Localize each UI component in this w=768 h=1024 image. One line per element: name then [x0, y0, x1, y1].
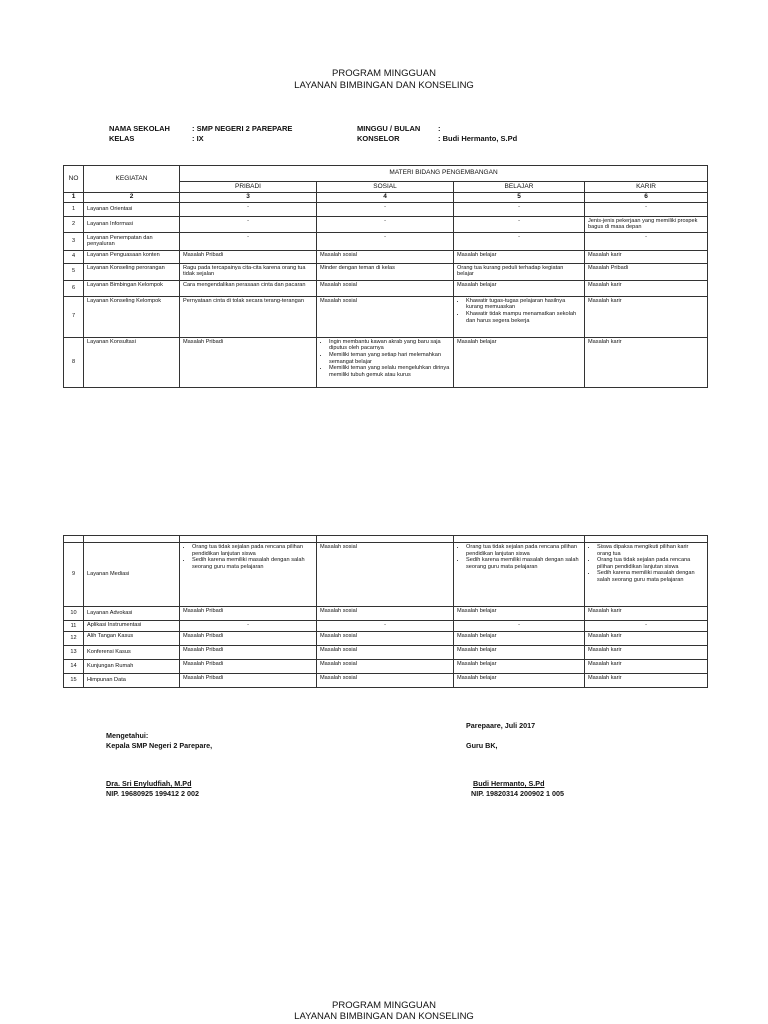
cell-belajar: -	[454, 216, 585, 232]
cell-belajar: Orang tua kurang peduli terhadap kegiatan belajar	[454, 263, 585, 280]
cell-karir: -	[585, 202, 708, 216]
week-value: :	[438, 124, 441, 133]
table-row	[64, 337, 708, 387]
bullet-item: • Memiliki teman yang selalu mengeluhkan dirinya memiliki tubuh gemuk atau kurus	[329, 365, 450, 378]
cell-karir: -	[585, 232, 708, 250]
cell-sosial: Masalah sosial	[317, 660, 454, 674]
cell-sosial	[317, 337, 454, 387]
bullet-item: • Ingin membantu kawan akrab yang baru saja diputus oleh pacarnya	[329, 339, 450, 352]
school-label: NAMA SEKOLAH	[109, 124, 170, 133]
cell-pribadi: -	[180, 621, 317, 632]
empty-cell	[317, 536, 454, 543]
cell-karir	[585, 543, 708, 607]
cell-sosial: Masalah sosial	[317, 646, 454, 660]
principal-title: Kepala SMP Negeri 2 Parepare,	[106, 741, 213, 750]
cell-belajar: Masalah belajar	[454, 674, 585, 688]
empty-cell	[84, 536, 180, 543]
cell-pribadi: Masalah Pribadi	[180, 660, 317, 674]
cell-sosial: Masalah sosial	[317, 632, 454, 646]
cell-karir: Masalah karir	[585, 674, 708, 688]
cell-pribadi: -	[180, 202, 317, 216]
principal-name: Dra. Sri Enyludfiah, M.Pd	[106, 779, 192, 788]
counselor-name: Budi Hermanto, S.Pd	[473, 779, 545, 788]
col-number: 3	[180, 193, 317, 203]
row-number: 6	[64, 280, 84, 296]
cell-belajar: -	[454, 202, 585, 216]
cell-sosial: Masalah sosial	[317, 674, 454, 688]
cell-belajar: Masalah belajar	[454, 337, 585, 387]
row-number: 13	[64, 646, 84, 660]
cell-belajar: -	[454, 232, 585, 250]
bullet-item: • Orang tua tidak sejalan pada rencana pilihan pendidikan lanjutan siswa	[466, 544, 581, 557]
cell-belajar	[454, 296, 585, 337]
row-number: 3	[64, 232, 84, 250]
row-activity: Layanan Penguasaan konten	[84, 250, 180, 263]
program-table-2	[63, 535, 708, 688]
row-number: 7	[64, 296, 84, 337]
row-activity: Layanan Advokasi	[84, 607, 180, 621]
cell-sosial: -	[317, 232, 454, 250]
table-row	[64, 632, 708, 646]
row-activity: Konferensi Kasus	[84, 646, 180, 660]
cell-sosial: Masalah sosial	[317, 250, 454, 263]
row-activity: Layanan Mediasi	[84, 543, 180, 607]
col-number: 5	[454, 193, 585, 203]
row-number: 5	[64, 263, 84, 280]
header-kegiatan: KEGIATAN	[84, 166, 180, 193]
class-label: KELAS	[109, 134, 135, 143]
row-activity: Aplikasi Instrumentasi	[84, 621, 180, 632]
acknowledged-label: Mengetahui:	[106, 731, 149, 740]
cell-karir: Masalah karir	[585, 660, 708, 674]
page-subtitle: LAYANAN BIMBINGAN DAN KONSELING	[294, 80, 474, 91]
bullet-item: • Sedih karena memiliki masalah dengan salah seorang guru mata pelajaran	[466, 557, 581, 570]
header-pribadi: PRIBADI	[180, 182, 317, 193]
cell-karir: Masalah Pribadi	[585, 263, 708, 280]
principal-nip: NIP. 19680925 199412 2 002	[106, 789, 199, 798]
cell-belajar: Masalah belajar	[454, 646, 585, 660]
table-row	[64, 296, 708, 337]
row-activity: Layanan Informasi	[84, 216, 180, 232]
cell-karir: Masalah karir	[585, 337, 708, 387]
row-activity: Kunjungan Rumah	[84, 660, 180, 674]
bullet-item: • Siswa dipaksa mengikuti pilihan karir orang tua	[597, 544, 704, 557]
header-row	[64, 166, 708, 182]
bullet-item: • Khawatir tugas-tugas pelajaran hasilnya kurang memuaskan	[466, 298, 581, 311]
table-row	[64, 646, 708, 660]
cell-karir: Jenis-jenis pekerjaan yang memiliki prospek bagus di masa depan	[585, 216, 708, 232]
cell-sosial: Masalah sosial	[317, 543, 454, 607]
row-number: 2	[64, 216, 84, 232]
header-belajar: BELAJAR	[454, 182, 585, 193]
table-row-empty	[64, 536, 708, 543]
row-activity: Layanan Konsultasi	[84, 337, 180, 387]
col-number: 2	[84, 193, 180, 203]
table-row	[64, 660, 708, 674]
cell-pribadi	[180, 543, 317, 607]
table-row	[64, 621, 708, 632]
cell-karir: Masalah karir	[585, 646, 708, 660]
row-activity: Layanan Orientasi	[84, 202, 180, 216]
cell-pribadi: Masalah Pribadi	[180, 632, 317, 646]
row-activity: Layanan Penempatan dan penyaluran	[84, 232, 180, 250]
table-row	[64, 607, 708, 621]
row-activity: Layanan Konseling Kelompok	[84, 296, 180, 337]
row-number: 8	[64, 337, 84, 387]
cell-sosial: -	[317, 621, 454, 632]
cell-karir: -	[585, 621, 708, 632]
cell-pribadi: -	[180, 232, 317, 250]
table-row	[64, 674, 708, 688]
row-number: 4	[64, 250, 84, 263]
row-number: 1	[64, 202, 84, 216]
counselor-nip: NIP. 19820314 200902 1 005	[471, 789, 564, 798]
col-number: 6	[585, 193, 708, 203]
cell-karir: Masalah karir	[585, 632, 708, 646]
empty-cell	[64, 536, 84, 543]
row-activity: Alih Tangan Kasus	[84, 632, 180, 646]
table-row	[64, 543, 708, 607]
counselor-value: : Budi Hermanto, S.Pd	[438, 134, 518, 143]
program-table-1	[63, 165, 708, 388]
cell-pribadi: Masalah Pribadi	[180, 607, 317, 621]
row-activity: Himpunan Data	[84, 674, 180, 688]
empty-cell	[585, 536, 708, 543]
table-row	[64, 250, 708, 263]
cell-pribadi: Masalah Pribadi	[180, 337, 317, 387]
row-number: 10	[64, 607, 84, 621]
header-materi: MATERI BIDANG PENGEMBANGAN	[180, 166, 708, 182]
cell-karir: Masalah karir	[585, 250, 708, 263]
bullet-item: • Khawatir tidak mampu menamatkan sekolah dan harus segera bekerja	[466, 311, 581, 324]
table-row	[64, 263, 708, 280]
place-date: Parepaare, Juli 2017	[466, 721, 536, 730]
school-value: : SMP NEGERI 2 PAREPARE	[192, 124, 293, 133]
empty-cell	[180, 536, 317, 543]
cell-sosial: Masalah sosial	[317, 296, 454, 337]
row-activity: Layanan Konseling perorangan	[84, 263, 180, 280]
cell-belajar: -	[454, 621, 585, 632]
cell-belajar: Masalah belajar	[454, 660, 585, 674]
class-value: : IX	[192, 134, 204, 143]
table-row	[64, 232, 708, 250]
bullet-item: • Sedih karena memiliki masalah dengan salah seorang guru mata pelajaran	[597, 570, 704, 583]
cell-sosial: Masalah sosial	[317, 607, 454, 621]
cell-belajar: Masalah belajar	[454, 632, 585, 646]
next-page-subtitle: LAYANAN BIMBINGAN DAN KONSELING	[294, 1011, 474, 1022]
col-number: 1	[64, 193, 84, 203]
table-row	[64, 280, 708, 296]
cell-karir: Masalah karir	[585, 296, 708, 337]
page-title: PROGRAM MINGGUAN	[332, 68, 436, 79]
cell-pribadi: Ragu pada tercapainya cita-cita karena orang tua tidak sejalan	[180, 263, 317, 280]
row-number: 14	[64, 660, 84, 674]
table-row	[64, 216, 708, 232]
cell-sosial: Masalah sosial	[317, 280, 454, 296]
bullet-item: • Memiliki teman yang setiap hari melemahkan semangat belajar	[329, 352, 450, 365]
cell-belajar: Masalah belajar	[454, 607, 585, 621]
col-number: 4	[317, 193, 454, 203]
empty-cell	[454, 536, 585, 543]
cell-pribadi: Masalah Pribadi	[180, 646, 317, 660]
cell-pribadi: Pernyataan cinta di tolak secara terang-terangan	[180, 296, 317, 337]
cell-belajar: Masalah belajar	[454, 250, 585, 263]
row-activity: Layanan Bimbingan Kelompok	[84, 280, 180, 296]
cell-sosial: -	[317, 216, 454, 232]
week-label: MINGGU / BULAN	[357, 124, 421, 133]
cell-karir: Masalah karir	[585, 607, 708, 621]
row-number: 11	[64, 621, 84, 632]
bullet-item: • Orang tua tidak sejalan pada rencana pilihan pendidikan lanjutan siswa	[597, 557, 704, 570]
cell-sosial: Minder dengan teman di kelas	[317, 263, 454, 280]
cell-pribadi: -	[180, 216, 317, 232]
row-number: 12	[64, 632, 84, 646]
header-karir: KARIR	[585, 182, 708, 193]
row-number: 15	[64, 674, 84, 688]
cell-karir: Masalah karir	[585, 280, 708, 296]
cell-pribadi: Masalah Pribadi	[180, 250, 317, 263]
cell-pribadi: Cara mengendalikan perasaan cinta dan pacaran	[180, 280, 317, 296]
header-no: NO	[64, 166, 84, 193]
row-number: 9	[64, 543, 84, 607]
counselor-title: Guru BK,	[466, 741, 498, 750]
next-page-title: PROGRAM MINGGUAN	[332, 1000, 436, 1011]
bullet-item: • Orang tua tidak sejalan pada rencana pilihan pendidikan lanjutan siswa	[192, 544, 313, 557]
cell-belajar	[454, 543, 585, 607]
table-row	[64, 202, 708, 216]
cell-belajar: Masalah belajar	[454, 280, 585, 296]
counselor-label: KONSELOR	[357, 134, 400, 143]
cell-sosial: -	[317, 202, 454, 216]
header-sosial: SOSIAL	[317, 182, 454, 193]
column-number-row	[64, 193, 708, 203]
cell-pribadi: Masalah Pribadi	[180, 674, 317, 688]
bullet-item: • Sedih karena memiliki masalah dengan salah seorang guru mata pelajaran	[192, 557, 313, 570]
